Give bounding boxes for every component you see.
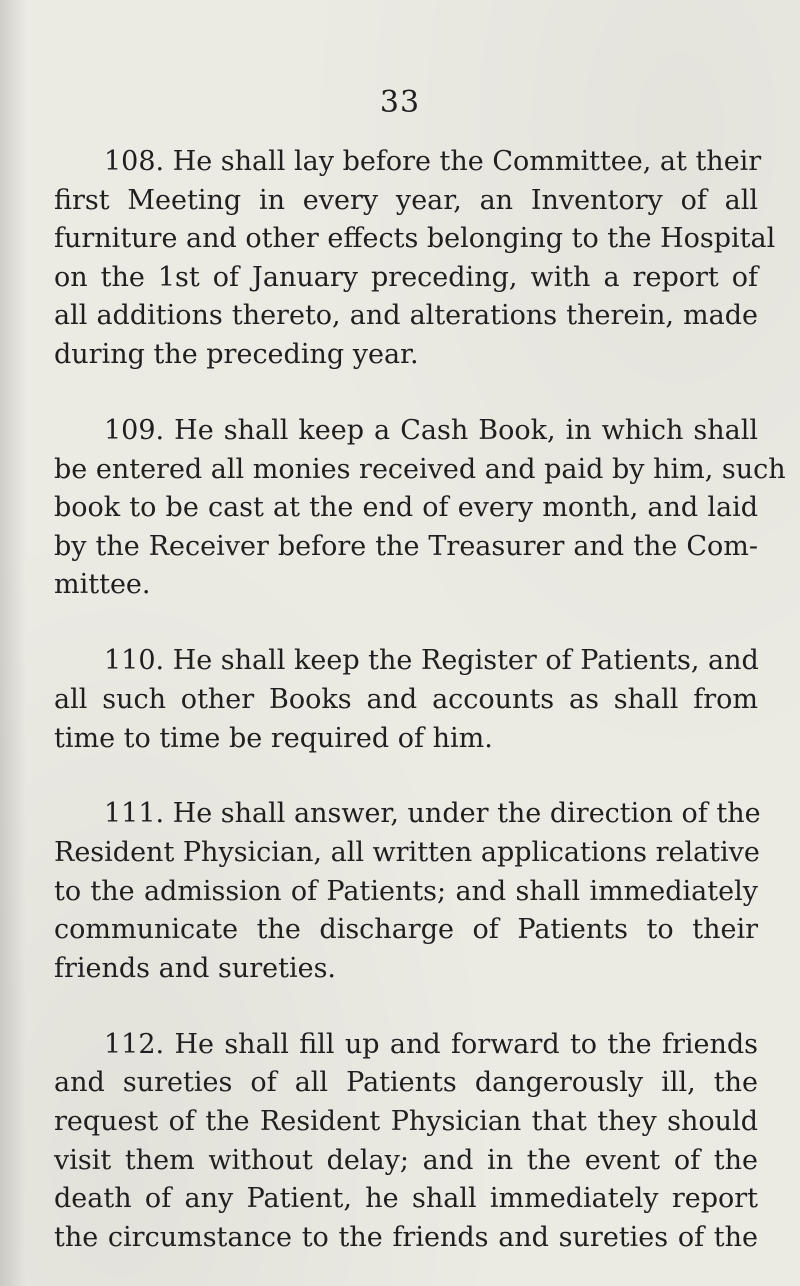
text-line: 111. He shall answer, under the direction of the bbox=[104, 798, 761, 830]
text-line: 108. He shall lay before the Committee, at their bbox=[104, 146, 762, 177]
text-line: and sureties of all Patients dangerously ill, the bbox=[54, 1067, 758, 1099]
text-line: book to be cast at the end of every month, and laid bbox=[54, 492, 758, 524]
paragraph-111 bbox=[54, 795, 761, 988]
paragraph-gap bbox=[54, 375, 758, 412]
paragraph-109 bbox=[54, 412, 786, 605]
text-line: to the admission of Patients; and shall immediately bbox=[54, 875, 758, 907]
text-line: first Meeting in every year, an Inventory of all bbox=[54, 184, 758, 216]
text-line: 109. He shall keep a Cash Book, in which shall bbox=[104, 414, 758, 446]
page-gutter-shadow bbox=[0, 0, 26, 1286]
text-line: friends and sureties. bbox=[54, 952, 337, 984]
text-line: during the preceding year. bbox=[54, 338, 419, 370]
paragraph-112 bbox=[54, 1026, 758, 1258]
text-line: 110. He shall keep the Register of Patients, and bbox=[104, 645, 759, 677]
paragraph-gap bbox=[54, 988, 758, 1025]
text-line: communicate the discharge of Patients to their bbox=[54, 914, 758, 946]
text-line: by the Receiver before the Treasurer and the Com- bbox=[54, 530, 758, 562]
text-line: all additions thereto, and alterations therein, made bbox=[54, 300, 758, 332]
paragraph-gap bbox=[54, 758, 758, 795]
paragraph-110 bbox=[54, 642, 758, 758]
text-line: visit them without delay; and in the event of the bbox=[54, 1144, 758, 1176]
paragraph-gap bbox=[54, 605, 758, 642]
text-line: furniture and other effects belonging to the Hospital bbox=[54, 223, 776, 255]
text-line: on the 1st of January preceding, with a report of bbox=[54, 261, 758, 293]
text-line: Resident Physician, all written applications relative bbox=[54, 837, 760, 869]
text-line: death of any Patient, he shall immediately report bbox=[54, 1183, 758, 1215]
paragraph-108 bbox=[54, 143, 776, 375]
page-body bbox=[54, 143, 786, 1257]
text-line: the circumstance to the friends and sureties of the bbox=[54, 1221, 758, 1253]
text-line: time to time be required of him. bbox=[54, 722, 493, 754]
text-line: request of the Resident Physician that they should bbox=[54, 1106, 758, 1138]
text-line: all such other Books and accounts as shall from bbox=[54, 683, 758, 715]
page-number: 33 bbox=[379, 85, 421, 120]
text-line: mittee. bbox=[54, 569, 151, 601]
text-line: 112. He shall fill up and forward to the friends bbox=[104, 1028, 758, 1060]
text-line: be entered all monies received and paid by him, such bbox=[54, 453, 786, 485]
